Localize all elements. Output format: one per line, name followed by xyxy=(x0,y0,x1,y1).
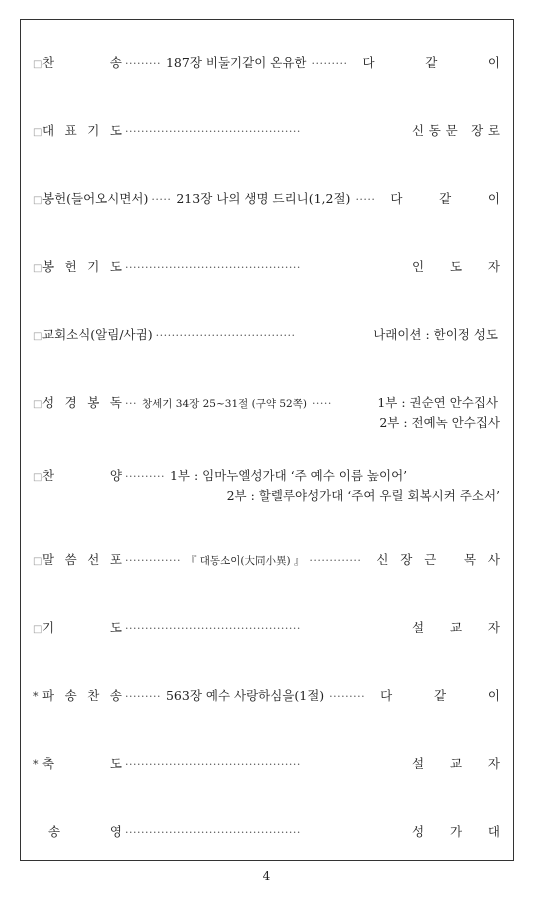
order-item-prayer xyxy=(33,620,500,638)
item-person-second: 2부 : 전예녹 안수집사 xyxy=(379,415,500,430)
order-item-church-news xyxy=(33,327,500,345)
item-person: 나래이션 : 한이정 성도 xyxy=(373,327,498,342)
item-person: 설 교 자 xyxy=(412,620,500,635)
standing-marker: * xyxy=(33,758,39,771)
leader-dots: ····· xyxy=(311,397,332,410)
leader-dots: ········· xyxy=(311,57,348,70)
item-content-second: 2부 : 할렐루야성가대 ‘주여 우릴 회복시켜 주소서’ xyxy=(226,488,500,503)
order-item-scripture-reading xyxy=(33,395,500,413)
item-content: 창세기 34장 25~31절 (구약 52쪽) xyxy=(142,398,307,410)
item-label: 대 표 기 도 xyxy=(42,123,122,138)
leader-dots: ········· xyxy=(329,690,366,703)
item-label: 봉헌(들어오시면서) xyxy=(42,191,149,206)
order-item-offering-prayer xyxy=(33,259,500,277)
sermon-title: 『 대동소이(大同小異) 』 xyxy=(185,555,305,567)
item-person: 1부 : 권순연 안수집사 xyxy=(377,395,498,410)
item-label: 송 영 xyxy=(48,824,122,839)
order-item-sermon xyxy=(33,552,500,570)
item-marker: □ xyxy=(33,195,43,206)
item-content: 213장 나의 생명 드리니(1,2절) xyxy=(176,191,351,206)
item-label: 성 경 봉 독 xyxy=(42,395,122,410)
leader-dots: ············································ xyxy=(125,758,301,771)
leader-dots: ············································ xyxy=(125,826,301,839)
item-person: 인 도 자 xyxy=(412,259,500,274)
item-label: 찬 송 xyxy=(42,55,122,70)
leader-dots: ············································ xyxy=(125,622,301,635)
bulletin-frame xyxy=(20,19,514,861)
item-person: 다 같 이 xyxy=(380,688,500,703)
item-marker: □ xyxy=(33,624,43,635)
item-marker: □ xyxy=(33,556,43,567)
page-number: 4 xyxy=(262,869,271,883)
item-person: 신 동 문 장 로 xyxy=(412,123,500,138)
order-item-sending-hymn xyxy=(33,688,500,705)
leader-dots: ··· xyxy=(125,397,137,410)
item-marker: □ xyxy=(33,127,43,138)
item-label: 찬 양 xyxy=(42,468,122,483)
order-item-offering xyxy=(33,191,500,209)
item-label: 기 도 xyxy=(42,620,122,635)
leader-dots: ············································ xyxy=(125,125,301,138)
item-label: 축 도 xyxy=(42,756,122,771)
standing-marker: * xyxy=(33,690,39,703)
leader-dots: ············································ xyxy=(125,261,301,274)
order-item-representative-prayer xyxy=(33,123,500,141)
item-label: 말 씀 선 포 xyxy=(42,552,122,567)
item-person: 성 가 대 xyxy=(412,824,500,839)
item-marker: □ xyxy=(33,263,43,274)
item-label: 파 송 찬 송 xyxy=(42,688,122,703)
item-person: 신 장 근 목 사 xyxy=(376,552,500,567)
item-label: 교회소식(알림/사귐) xyxy=(42,327,153,342)
leader-dots: ············· xyxy=(309,554,362,567)
item-label: 봉 헌 기 도 xyxy=(42,259,122,274)
leader-dots: ····· xyxy=(151,193,172,206)
item-marker: □ xyxy=(33,399,43,410)
item-marker: □ xyxy=(33,331,43,342)
leader-dots: ········· xyxy=(125,57,161,70)
order-item-doxology xyxy=(33,824,500,841)
order-item-benediction xyxy=(33,756,500,773)
leader-dots: ····· xyxy=(355,193,376,206)
leader-dots: ··································· xyxy=(155,329,296,342)
item-content: 563장 예수 사랑하심을(1절) xyxy=(165,688,325,703)
item-marker: □ xyxy=(33,59,43,70)
order-item-hymn xyxy=(33,55,500,73)
item-person: 다 같 이 xyxy=(362,55,500,70)
item-person: 설 교 자 xyxy=(412,756,500,771)
leader-dots: ········· xyxy=(125,690,161,703)
item-content: 187장 비둘기같이 온유한 xyxy=(165,55,307,70)
leader-dots: ·············· xyxy=(125,554,181,567)
item-content: 1부 : 임마누엘성가대 ‘주 예수 이름 높이어’ xyxy=(169,468,408,483)
order-item-anthem xyxy=(33,468,500,486)
item-person: 다 같 이 xyxy=(390,191,500,206)
item-marker: □ xyxy=(33,472,43,483)
leader-dots: ·········· xyxy=(125,470,165,483)
